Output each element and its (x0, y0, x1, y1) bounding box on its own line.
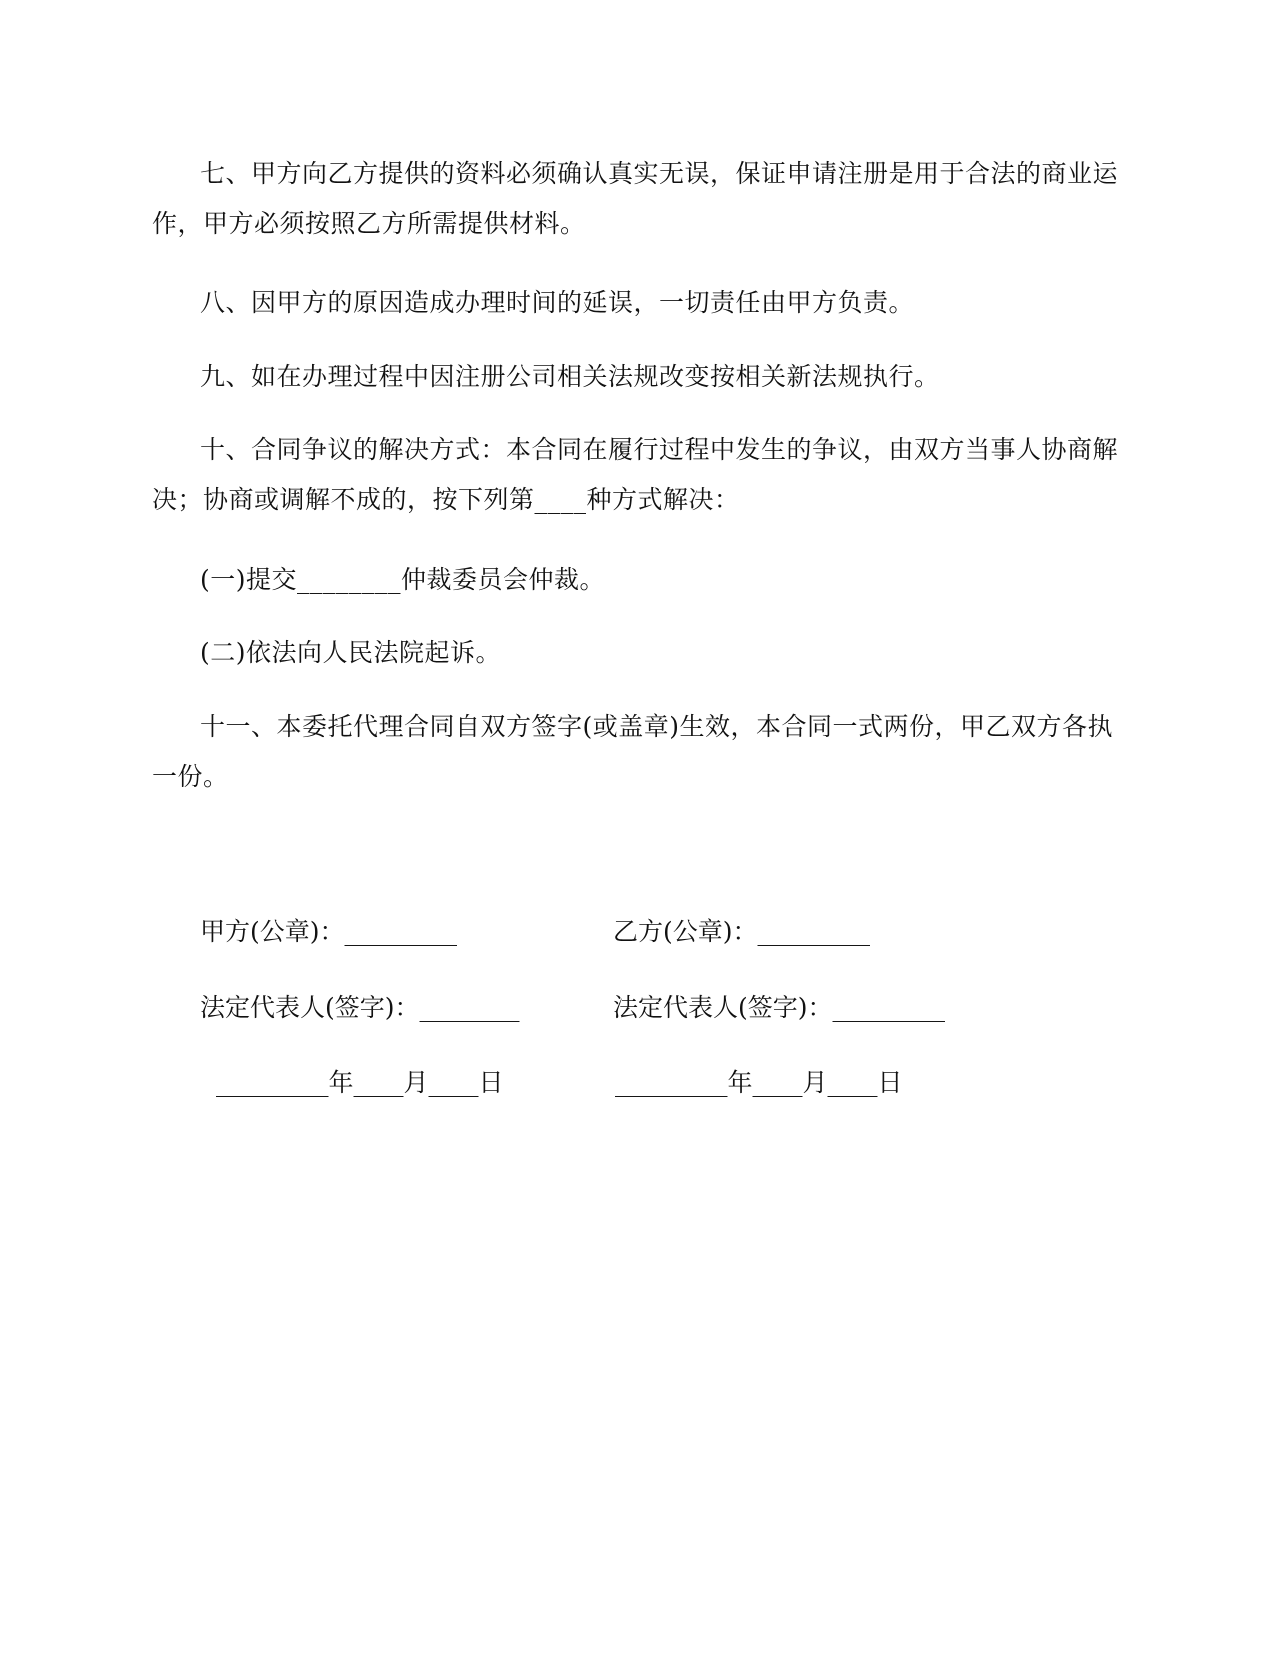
party-b-date: _________年____月____日 (615, 1068, 903, 1097)
clause-8: 八、因甲方的原因造成办理时间的延误，一切责任由甲方负责。 (200, 288, 915, 317)
clause-10-option-1: (一)提交________仲裁委员会仲裁。 (200, 565, 606, 594)
party-a-date: _________年____月____日 (216, 1068, 504, 1097)
clause-10-option-2: (二)依法向人民法院起诉。 (200, 638, 502, 667)
party-b-seal: 乙方(公章)：_________ (613, 917, 871, 946)
clause-11: 十一、本委托代理合同自双方签字(或盖章)生效，本合同一式两份，甲乙双方各执一份。 (152, 712, 1114, 791)
party-b-representative: 法定代表人(签字)：_________ (613, 993, 946, 1022)
party-a-representative: 法定代表人(签字)：________ (200, 993, 520, 1022)
party-a-seal: 甲方(公章)：_________ (200, 917, 458, 946)
clause-7: 七、甲方向乙方提供的资料必须确认真实无误，保证申请注册是用于合法的商业运作，甲方必须按照乙方所需提供材料。 (152, 159, 1119, 238)
clause-10: 十、合同争议的解决方式：本合同在履行过程中发生的争议，由双方当事人协商解决；协商或调解不成的，按下列第____种方式解决： (152, 435, 1119, 514)
clause-9: 九、如在办理过程中因注册公司相关法规改变按相关新法规执行。 (200, 362, 940, 391)
